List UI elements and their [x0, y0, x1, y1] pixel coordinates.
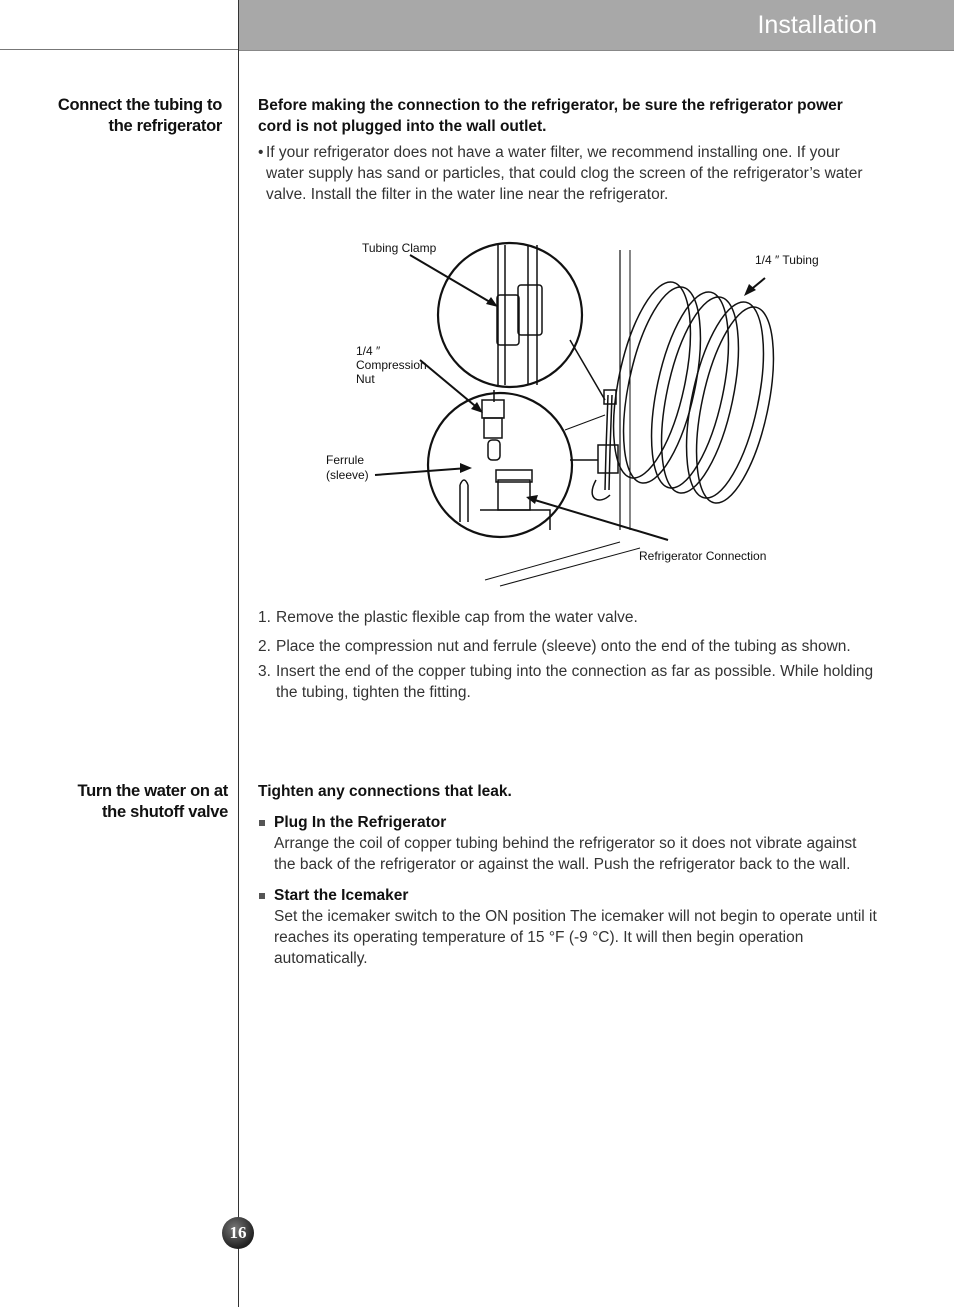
- section-connect-tubing: [258, 95, 878, 205]
- heading-line: the refrigerator: [108, 117, 222, 135]
- step-item: [258, 661, 878, 703]
- heading-line: the shutoff valve: [101, 803, 228, 821]
- label-compression-nut-line1: 1/4 ″: [356, 344, 381, 358]
- list-item: [258, 885, 878, 969]
- label-refrigerator-connection: Refrigerator Connection: [639, 549, 767, 563]
- square-bullet: [259, 893, 265, 899]
- step-text: Remove the plastic flexible cap from the water valve.: [276, 609, 638, 626]
- list-item: [258, 812, 878, 875]
- step-number: 3.: [258, 663, 271, 680]
- heading-line: Connect the tubing to: [57, 96, 222, 114]
- label-compression-nut-line3: Nut: [356, 372, 375, 386]
- section-heading-shutoff-valve: [18, 781, 228, 823]
- tubing-connection-diagram: [300, 230, 900, 600]
- step-text: Insert the end of the copper tubing into the connection as far as possible. While holding the tubing, tighten the fitting.: [276, 663, 874, 701]
- steps-list: [258, 607, 878, 707]
- square-bullet: [259, 820, 265, 826]
- leak-lead: Tighten any connections that leak.: [258, 783, 512, 800]
- step-item: [258, 636, 878, 657]
- step-number: 2.: [258, 638, 271, 655]
- label-ferrule-line1: Ferrule: [326, 453, 365, 467]
- label-compression-nut-line2: Compression: [356, 358, 427, 372]
- header-bar: [238, 0, 954, 51]
- header-rule: [0, 49, 238, 50]
- bullet-dot: •: [258, 144, 264, 161]
- heading-line: Turn the water on at: [77, 782, 228, 800]
- warning-lead: Before making the connection to the refrigerator, be sure the refrigerator power cord is not plugged into the wall outlet.: [258, 97, 843, 135]
- item-text: Arrange the coil of copper tubing behind the refrigerator so it does not vibrate against the back of the refrigerator or against the wall. Push the refrigerator back to the wall.: [274, 835, 857, 873]
- step-text: Place the compression nut and ferrule (sleeve) onto the end of the tubing as shown.: [276, 638, 851, 655]
- bullet-text: If your refrigerator does not have a water filter, we recommend installing one. If your water supply has sand or particles, that could clog the screen of the refrigerator’s water valve. Install the filter in the water line near the refrigerator.: [266, 144, 863, 203]
- item-text: Set the icemaker switch to the ON position The icemaker will not begin to operate until it reaches its operating temperature of 15 °F (-9 °C). It will then begin operation automatically.: [274, 908, 877, 967]
- item-title: Plug In the Refrigerator: [274, 814, 447, 831]
- column-divider: [238, 0, 239, 1307]
- filter-recommendation: [258, 142, 878, 205]
- step-number: 1.: [258, 609, 271, 626]
- label-tubing-clamp: Tubing Clamp: [362, 241, 437, 255]
- item-title: Start the Icemaker: [274, 887, 409, 904]
- step-item: [258, 607, 878, 628]
- page-title: Installation: [757, 11, 877, 39]
- section-heading-connect-tubing: [12, 95, 222, 137]
- label-tubing: 1/4 ″ Tubing: [755, 253, 819, 267]
- page-number-badge: 16: [222, 1217, 254, 1249]
- label-ferrule-line2: (sleeve): [326, 468, 369, 482]
- section-shutoff-valve: [258, 781, 878, 979]
